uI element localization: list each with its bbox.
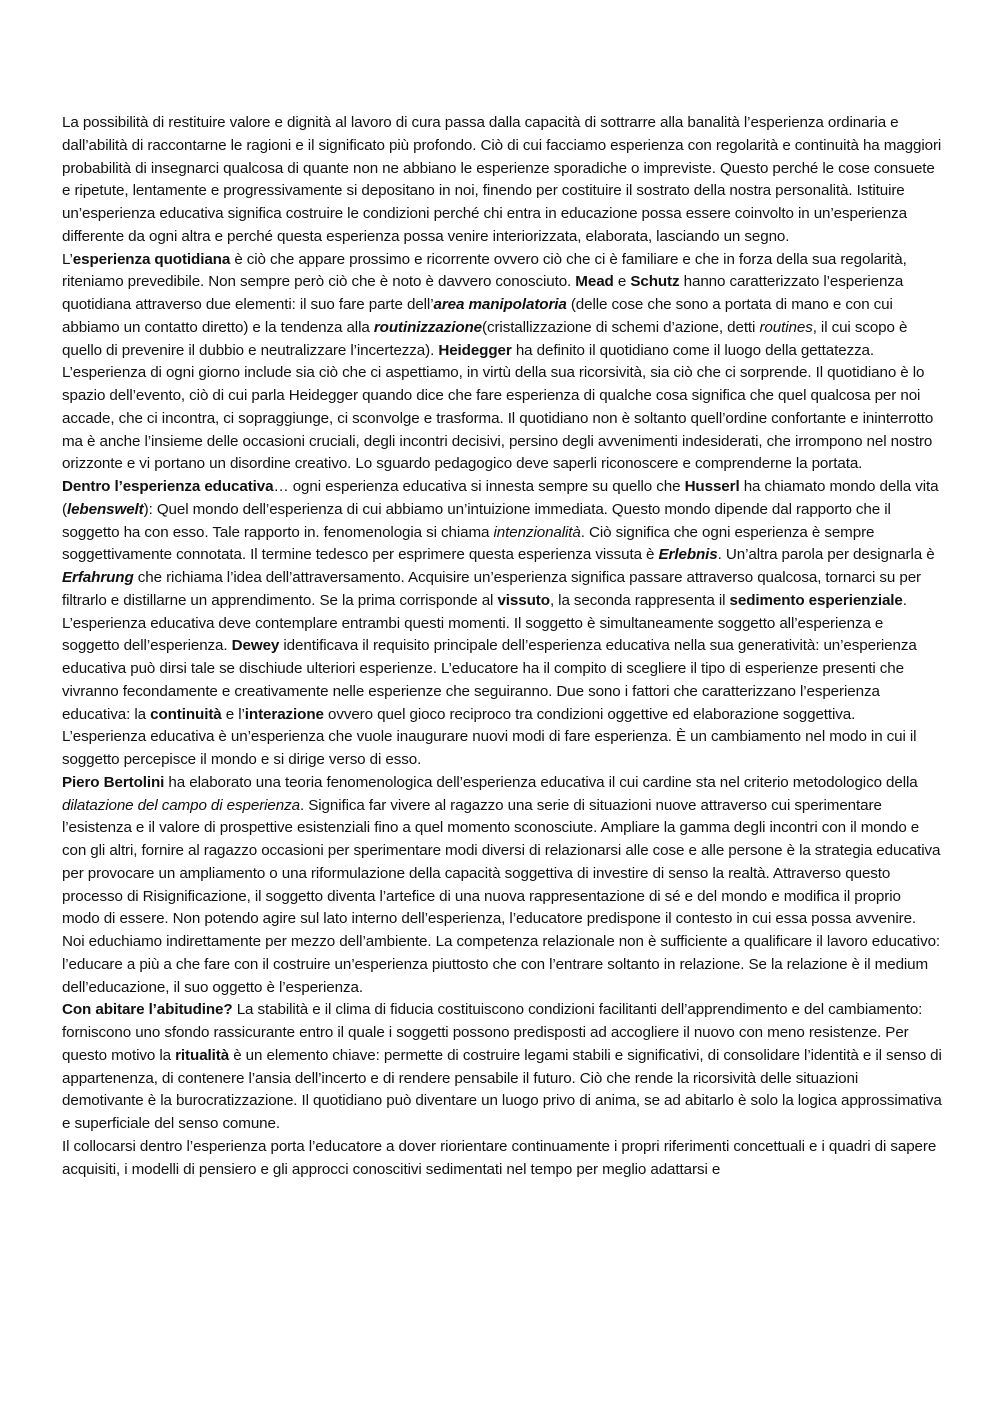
paragraph (62, 1136, 942, 1182)
text-run: . Un’altra parola per designarla è (717, 546, 935, 564)
emphasized-text: Erlebnis (658, 546, 718, 564)
paragraph (62, 476, 942, 772)
emphasized-text: routines (759, 318, 813, 336)
emphasized-text: intenzionalità (493, 523, 581, 541)
emphasized-text: vissuto (497, 591, 550, 609)
text-run: ha elaborato una teoria fenomenologica dell’esperienza educativa il cui cardine sta nel criterio metodologico della (164, 773, 918, 791)
text-run: . Ciò significa che ogni esperienza è sempre soggettivamente connotata. Il termine tedesco per esprimere questa esperienza vissuta è (62, 523, 875, 564)
text-run: Il collocarsi dentro l’esperienza porta l’educatore a dover riorientare continuamente i propri riferimenti concettuali e i quadri di sapere acquisiti, i modelli di pensiero e gli approcci conoscitivi sedimentati nel tempo per meglio adattarsi e (62, 1137, 937, 1178)
emphasized-text: Husserl (684, 478, 740, 495)
emphasized-text: interazione (244, 705, 324, 723)
emphasized-text: sedimento esperienziale (729, 591, 903, 609)
text-run: ha definito il quotidiano come il luogo della gettatezza. L’esperienza di ogni giorno include sia ciò che ci aspettiamo, in virtù della sua ricorsività, sia ciò che ci sorprende. Il quotidiano è lo spazio dell’evento, ciò di cui parla Heidegger quando dice che fare esperienza di qualche cosa significa che quel qualcosa per noi accade, che ci incontra, ci sopraggiunge, ci sconvolge e trasforma. Il quotidiano non è soltanto quell’ordine confortante e ininterrotto ma è anche l’insieme delle occasioni cruciali, degli incontri decisivi, persino degli avvenimenti indesiderati, che irrompono nel nostro orizzonte e vi portano un disordine creativo. Lo sguardo pedagogico deve saperli riconoscere e comprenderne la portata. (62, 341, 934, 473)
text-run: ): Quel mondo dell’esperienza di cui abbiamo un’intuizione immediata. Questo mondo dipende dal rapporto che il soggetto ha con esso. Tale rapporto in. fenomenologia si chiama (62, 500, 891, 541)
paragraph (62, 249, 942, 477)
emphasized-text: Piero Bertolini (62, 773, 165, 791)
text-run: e (613, 273, 631, 291)
emphasized-text: Dewey (231, 637, 280, 655)
text-run: . Significa far vivere al ragazzo una serie di situazioni nuove attraverso cui sperimentare l’esistenza e il valore di prospettive esistenziali fino a quel momento sconosciute. Ampliare la gamma degli incontri con il mondo e con gli altri, fornire al ragazzo occasioni per sperimentare modi diversi di relazionarsi alle cose e alle persone è la strategia educativa per provocare un ampliamento o una riformulazione della capacità soggettiva di investire di senso la realtà. Attraverso questo processo di Risignificazione, il soggetto diventa l’artefice di una nuova rappresentazione di sé e del mondo e modifica il proprio modo di essere. Non potendo agire sul lato interno dell’esperienza, l’educatore predispone il contesto in cui essa possa avvenire. Noi educhiamo indirettamente per mezzo dell’ambiente. La competenza relazionale non è sufficiente a qualificare il lavoro educativo: l’educare a più a che fare con il costruire un’esperienza piuttosto che con l’entrare soltanto in relazione. Se la relazione è il medium dell’educazione, il suo oggetto è l’esperienza. (62, 796, 941, 996)
emphasized-text: Schutz (630, 273, 680, 291)
text-run: (cristallizzazione di schemi d’azione, detti (482, 318, 760, 336)
emphasized-text: dilatazione del campo di esperienza (62, 796, 300, 814)
emphasized-text: continuità (150, 705, 222, 723)
text-run: ovvero quel gioco reciproco tra condizioni oggettive ed elaborazione soggettiva. L’esperienza educativa è un’esperienza che vuole inaugurare nuovi modi di fare esperienza. È un cambiamento nel modo in cui il soggetto percepisce il mondo e si dirige verso di esso. (62, 705, 917, 768)
emphasized-text: Heidegger (438, 341, 512, 359)
text-run: è ciò che appare prossimo e ricorrente ovvero ciò che ci è familiare e che in forza della sua regolarità, riteniamo prevedibile. Non sempre però ciò che è noto è davvero conosciuto. (62, 250, 907, 291)
emphasized-text: Erfahrung (62, 569, 134, 586)
emphasized-text: Dentro l’esperienza educativa (62, 478, 274, 495)
text-run: La stabilità e il clima di fiducia costituiscono condizioni facilitanti dell’apprendimento e del cambiamento: forniscono uno sfondo rassicurante entro il quale i soggetti possono predisposti ad accogliere il nuovo con meno resistenze. Per questo motivo la (62, 1001, 923, 1064)
emphasized-text: lebenswelt (66, 500, 144, 518)
emphasized-text: Mead (575, 273, 614, 291)
emphasized-text: ritualità (175, 1046, 230, 1064)
text-run: , la seconda rappresenta il (549, 591, 730, 609)
emphasized-text: area manipolatoria (433, 296, 567, 313)
text-run: , il cui scopo è quello di prevenire il dubbio e neutralizzare l’incertezza). (62, 318, 908, 359)
text-run: hanno caratterizzato l’esperienza quotidiana attraverso due elementi: il suo fare parte dell’ (62, 273, 904, 313)
text-run: che richiama l’idea dell’attraversamento. Acquisire un’esperienza significa passare attraverso qualcosa, tornarci su per filtrarlo e distillarne un apprendimento. Se la prima corrisponde al (62, 569, 922, 609)
text-run: … ogni esperienza educativa si innesta sempre su quello che (273, 478, 685, 495)
text-run: ha chiamato mondo della vita ( (62, 478, 939, 518)
text-run: (delle cose che sono a portata di mano e con cui abbiamo un contatto diretto) e la tendenza alla (62, 296, 893, 336)
paragraph (62, 112, 942, 249)
emphasized-text: routinizzazione (373, 318, 483, 336)
text-run: . L’esperienza educativa deve contemplare entrambi questi momenti. Il soggetto è simultaneamente soggetto all’esperienza e soggetto dell’esperienza. (62, 591, 907, 655)
emphasized-text: Con abitare l’abitudine? (62, 1001, 233, 1019)
text-run: identificava il requisito principale dell’esperienza educativa nella sua generatività: un’esperienza educativa può dirsi tale se dischiude ulteriori esperienze. L’educatore ha il compito di scegliere il tipo di esperienze presenti che vivranno fecondamente e creativamente nelle esperienze che seguiranno. Due sono i fattori che caratterizzano l’esperienza educativa: la (62, 637, 917, 723)
paragraph (62, 772, 942, 1000)
document-body (62, 112, 942, 1181)
emphasized-text: esperienza quotidiana (72, 250, 231, 268)
text-run: La possibilità di restituire valore e dignità al lavoro di cura passa dalla capacità di sottrarre alla banalità l’esperienza ordinaria e dall’abilità di raccontarne le ragioni e il significato più profondo. Ciò di cui facciamo esperienza con regolarità e continuità ha maggiori probabilità di insegnarci qualcosa di quante non ne abbiano le esperienze sporadiche o impreviste. Questo perché le cose consuete e ripetute, lentamente e progressivamente si depositano in noi, finendo per costituire il sostrato della nostra personalità. Istituire un’esperienza educativa significa costruire le condizioni perché chi entra in educazione possa essere coinvolto in un’esperienza differente da ogni altra e perché questa esperienza possa venire interiorizzata, elaborata, lasciando un segno. (62, 114, 942, 245)
text-run: e l’ (221, 705, 245, 723)
paragraph (62, 999, 942, 1136)
text-run: è un elemento chiave: permette di costruire legami stabili e significativi, di consolidare l’identità e il senso di appartenenza, di contenere l’ansia dell’incerto e di rendere pensabile il futuro. Ciò che rende la ricorsività delle situazioni demotivante è la burocratizzazione. Il quotidiano può diventare un luogo privo di anima, se ad abitarlo è solo la logica approssimativa e superficiale del senso comune. (62, 1046, 942, 1132)
text-run: L’ (62, 250, 73, 268)
